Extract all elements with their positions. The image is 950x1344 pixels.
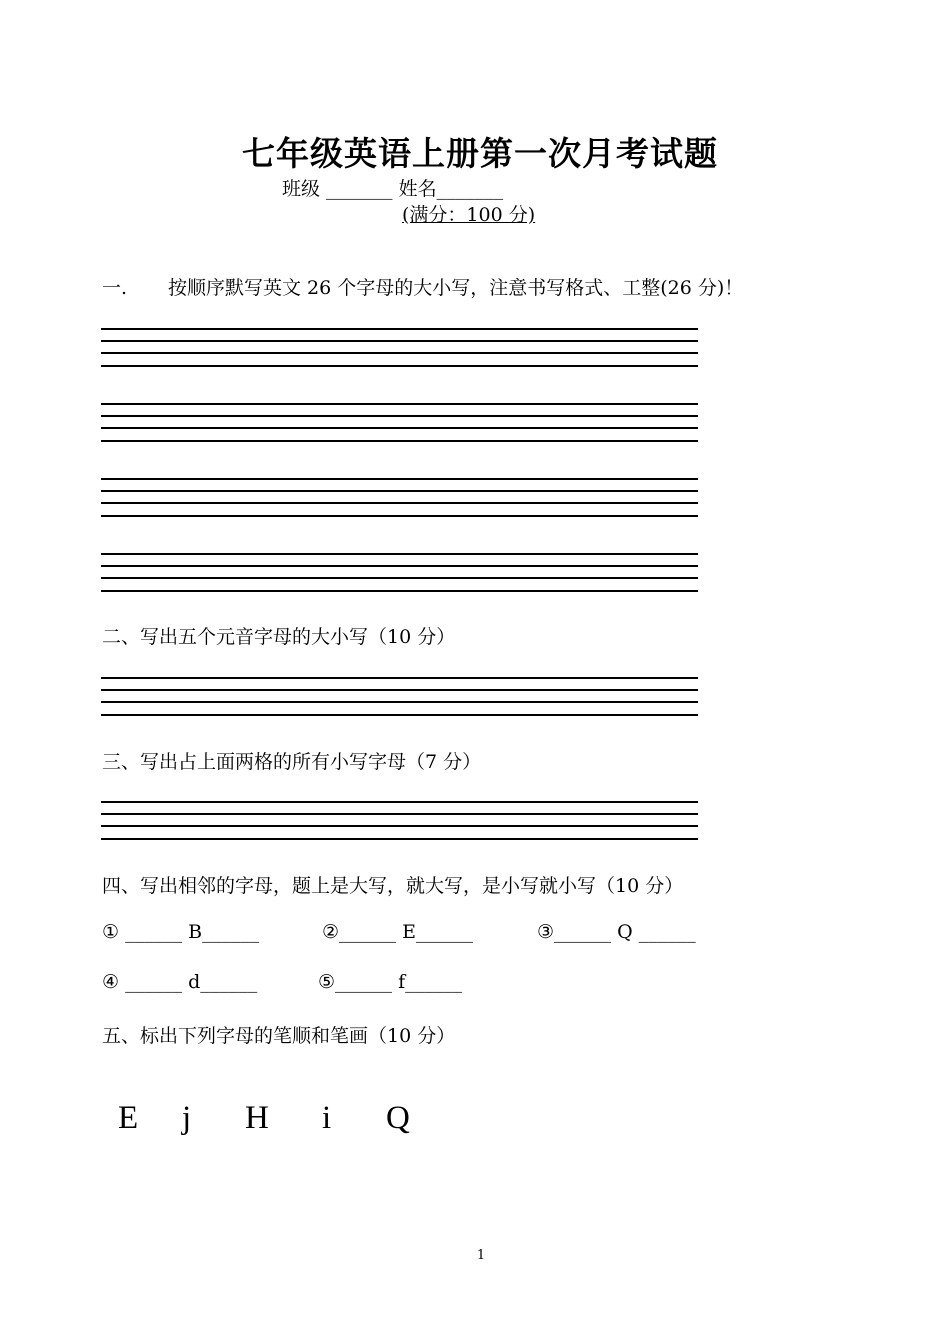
- question-5: 五、标出下列字母的笔顺和笔画（10 分）: [102, 1025, 456, 1047]
- stroke-letter-1: E: [118, 1100, 139, 1136]
- blank-item-2[interactable]: ②______ E______: [322, 921, 473, 943]
- adjacent-letters-row-1: [0, 921, 950, 947]
- writing-lines-q1-group-4[interactable]: [101, 553, 698, 593]
- blank-item-4[interactable]: ④ ______ d______: [102, 971, 258, 993]
- writing-lines-q1-group-3[interactable]: [101, 478, 698, 518]
- question-3: 三、写出占上面两格的所有小写字母（7 分）: [102, 751, 482, 773]
- question-4: 四、写出相邻的字母，题上是大写，就大写，是小写就小写（10 分）: [102, 875, 684, 897]
- blank-item-3[interactable]: ③______ Q ______: [537, 921, 696, 943]
- writing-lines-q1-group-1[interactable]: [101, 328, 698, 368]
- full-score-note: (满分：100 分): [402, 204, 536, 226]
- stroke-letter-4: i: [322, 1100, 332, 1136]
- page-number: 1: [476, 1248, 486, 1263]
- stroke-letter-5: Q: [386, 1100, 410, 1136]
- writing-lines-q1-group-2[interactable]: [101, 403, 698, 443]
- stroke-letter-2: j: [182, 1100, 192, 1136]
- stroke-letter-3: H: [245, 1100, 269, 1136]
- blank-item-1[interactable]: ① ______ B______: [102, 921, 260, 943]
- question-1-number: 一.: [102, 277, 128, 299]
- class-name-fields: 班级 _______ 姓名_______: [282, 178, 504, 200]
- adjacent-letters-row-2: [0, 971, 950, 997]
- question-1-text: 按顺序默写英文 26 个字母的大小写，注意书写格式、工整(26 分)！: [168, 277, 744, 299]
- page-title: 七年级英语上册第一次月考试题: [242, 134, 718, 173]
- question-2: 二、写出五个元音字母的大小写（10 分）: [102, 626, 456, 648]
- writing-lines-q3[interactable]: [101, 801, 698, 841]
- question-1: [102, 273, 743, 300]
- blank-item-5[interactable]: ⑤______ f______: [318, 971, 463, 993]
- writing-lines-q2[interactable]: [101, 677, 698, 717]
